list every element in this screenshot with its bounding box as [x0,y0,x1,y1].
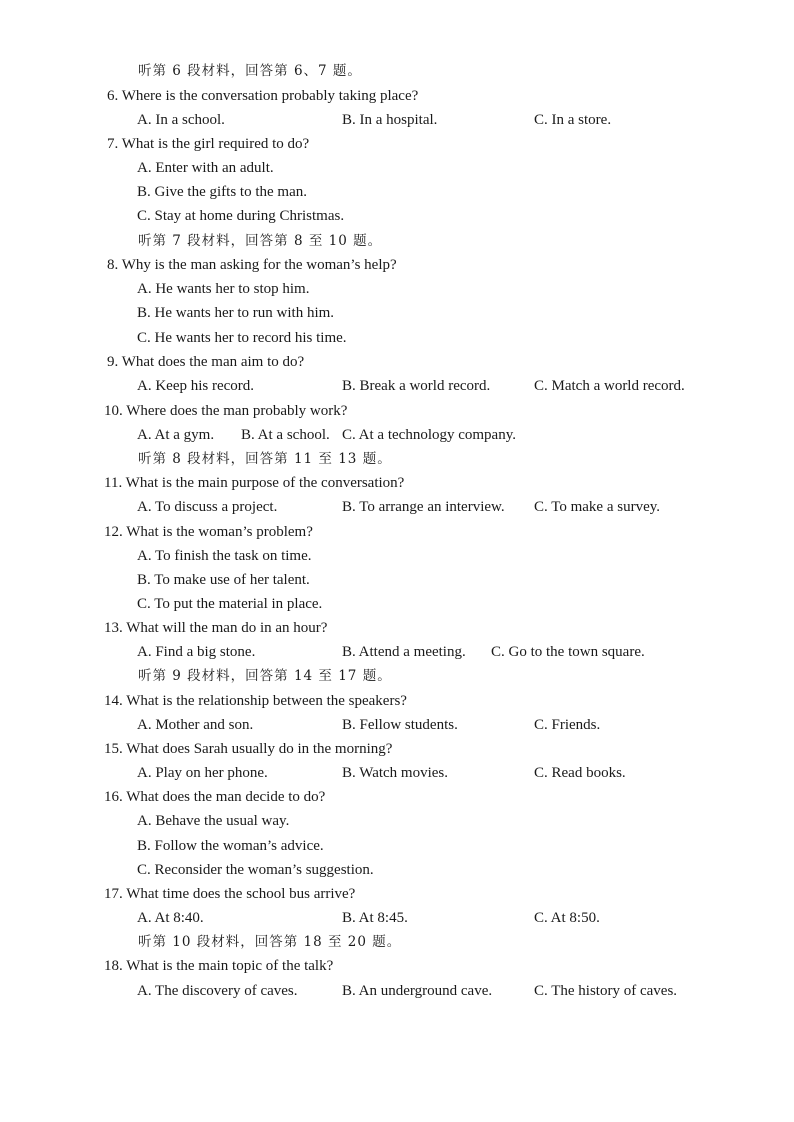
section-heading-8: 听第 8 段材料，回答第 11 至 13 题。 [138,451,392,467]
section-heading-7: 听第 7 段材料，回答第 8 至 10 题。 [138,233,383,249]
question-7: 7. What is the girl required to do? [107,136,310,152]
q17-option-b: B. At 8:45. [342,910,408,926]
question-12: 12. What is the woman’s problem? [104,524,313,540]
q10-option-c: C. At a technology company. [342,427,516,443]
q15-option-c: C. Read books. [534,765,626,781]
question-13: 13. What will the man do in an hour? [104,620,328,636]
section-heading-6: 听第 6 段材料，回答第 6、7 题。 [138,63,362,79]
q6-option-c: C. In a store. [534,112,612,128]
q15-option-a: A. Play on her phone. [137,765,268,781]
question-8: 8. Why is the man asking for the woman’s help? [107,257,397,273]
q6-option-b: B. In a hospital. [342,112,438,128]
q10-option-b: B. At a school. [241,427,330,443]
q9-option-b: B. Break a world record. [342,378,491,394]
q7-option-a: A. Enter with an adult. [137,160,274,176]
section-heading-10: 听第 10 段材料，回答第 18 至 20 题。 [138,934,402,950]
q14-option-c: C. Friends. [534,717,601,733]
q14-option-a: A. Mother and son. [137,717,254,733]
question-18: 18. What is the main topic of the talk? [104,958,334,974]
q11-option-c: C. To make a survey. [534,499,661,515]
q8-option-a: A. He wants her to stop him. [137,281,310,297]
q14-option-b: B. Fellow students. [342,717,458,733]
q18-option-c: C. The history of caves. [534,983,678,999]
q15-option-b: B. Watch movies. [342,765,449,781]
question-10: 10. Where does the man probably work? [104,403,348,419]
q16-option-c: C. Reconsider the woman’s suggestion. [137,862,374,878]
q12-option-b: B. To make use of her talent. [137,572,310,588]
q13-option-c: C. Go to the town square. [491,644,645,660]
q8-option-b: B. He wants her to run with him. [137,305,335,321]
q7-option-c: C. Stay at home during Christmas. [137,208,345,224]
q7-option-b: B. Give the gifts to the man. [137,184,307,200]
q17-option-a: A. At 8:40. [137,910,204,926]
question-11: 11. What is the main purpose of the conversation? [104,475,405,491]
question-17: 17. What time does the school bus arrive? [104,886,356,902]
question-16: 16. What does the man decide to do? [104,789,326,805]
q12-option-a: A. To finish the task on time. [137,548,312,564]
q18-option-b: B. An underground cave. [342,983,493,999]
question-6: 6. Where is the conversation probably taking place? [107,88,419,104]
q11-option-b: B. To arrange an interview. [342,499,505,515]
q9-option-a: A. Keep his record. [137,378,255,394]
q8-option-c: C. He wants her to record his time. [137,330,347,346]
section-heading-9: 听第 9 段材料，回答第 14 至 17 题。 [138,668,392,684]
q12-option-c: C. To put the material in place. [137,596,323,612]
q16-option-a: A. Behave the usual way. [137,813,290,829]
question-15: 15. What does Sarah usually do in the morning? [104,741,393,757]
question-14: 14. What is the relationship between the speakers? [104,693,407,709]
q13-option-a: A. Find a big stone. [137,644,256,660]
q10-option-a: A. At a gym. [137,427,215,443]
q6-option-a: A. In a school. [137,112,225,128]
q9-option-c: C. Match a world record. [534,378,685,394]
question-9: 9. What does the man aim to do? [107,354,305,370]
q17-option-c: C. At 8:50. [534,910,600,926]
q11-option-a: A. To discuss a project. [137,499,278,515]
q13-option-b: B. Attend a meeting. [342,644,466,660]
q18-option-a: A. The discovery of caves. [137,983,298,999]
q16-option-b: B. Follow the woman’s advice. [137,838,324,854]
